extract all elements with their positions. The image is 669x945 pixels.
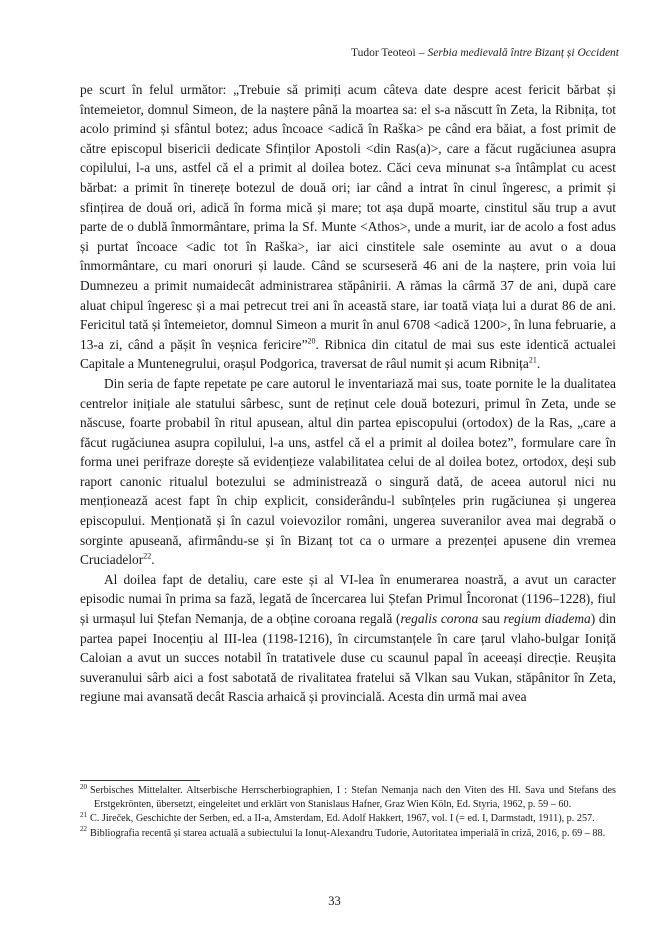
italic-term: regalis corona bbox=[400, 611, 479, 627]
paragraph-text: sau bbox=[478, 611, 504, 627]
running-header bbox=[351, 47, 619, 59]
paragraph-text: Al doilea fapt de detaliu, care este și al VI-lea în enumerarea noastră, a avut un caracter episodic numai în prima sa fază, legată de încercarea lui Ștefan Primul Încoronat (1196–1228), fiul și urmașul lui Ștefan Nemanja, de a obține coroana regală ( bbox=[80, 571, 616, 627]
paragraph-text: Din seria de fapte repetate pe care autorul le inventariază mai sus, toate pornite le la dualitatea centrelor inițiale ale statului sârbesc, sunt de reținut cele două botezuri, primul în Zeta, unde se născuse, foarte probabil în ritul apusean, altul din partea episcopului (ortodox) de la Ras, „care a făcut rugăciunea asupra copilului, l-a uns, astfel că el a primit al doilea botez”, formulare care în forma unei perifraze dorește să evidențieze valabilitatea celui de al doilea botez, ortodox, deși sub raport canonic ritualul botezului se administrează o singură dată, de aceea autorul nici nu menționează acest fapt în chip explicit, considerându-l subînțeles prin rugăciunea și ungerea episcopului. Menționată și în cazul voievozilor români, ungerea suveranilor avea mai degrabă o sorginte apuseană, afirmându-se și în Bizanț tot ca o urmare a prezenței apusene din vremea Cruciadelor bbox=[80, 375, 616, 568]
footnote-number: 21 bbox=[80, 810, 87, 819]
footnote-number: 20 bbox=[80, 782, 87, 791]
footnote-22 bbox=[80, 827, 616, 841]
page-number: 33 bbox=[328, 894, 341, 908]
paragraph-text: . bbox=[536, 356, 541, 372]
footnote-21 bbox=[80, 812, 616, 826]
footnote-text: Serbisches Mittelalter. Altserbische Herrscherbiographien, I : Stefan Nemanja nach den Viten des Hl. Sava und Stefans des Erstgekrönten, übersetzt, eingeleitet und erklärt von Stanislaus Hafner, Graz Wien Köln, Ed. Styria, 1962, p. 59 – 60. bbox=[90, 785, 616, 810]
header-author: Tudor Teoteoi bbox=[351, 47, 416, 59]
header-separator: – bbox=[418, 47, 425, 59]
italic-term: regium diadema bbox=[503, 611, 591, 627]
paragraph-text: ) din partea papei Inocențiu al III-lea (1198-1216), în circumstanțele în care țarul vlaho-bulgar Ioniță Caloian a avut un succes notabil în tratativele duse cu scaunul papal în aceeași direcție. Reușita suveranului sârb aici a fost sabotată de rivalitatea fratelui să Vlkan sau Vukan, stăpânitor în Zeta, regiune mai avansată decât Rascia arhaică și provincială. Acesta din urmă mai avea bbox=[80, 611, 616, 705]
paragraph-text: . Ribnica din citatul de mai sus este identică actualei Capitale a Muntenegrului, orașul Podgorica, traversat de râul numit și acum Ribnița bbox=[80, 336, 616, 372]
footnote-ref-21[interactable]: 21 bbox=[528, 355, 537, 365]
footnote-text: Bibliografia recentă și starea actuală a subiectului la Ionuț-Alexandru Tudorie, Autoritatea imperială în criză, 2016, p. 69 – 88. bbox=[90, 827, 606, 839]
paragraph-3 bbox=[80, 570, 616, 707]
footnote-text: C. Jireček, Geschichte der Serben, ed. a II-a, Amsterdam, Ed. Adolf Hakkert, 1967, vol. I (= ed. I, Darmstadt, 1911), p. 257. bbox=[90, 813, 595, 825]
paragraph-2 bbox=[80, 374, 616, 570]
paragraph-text: pe scurt în felul următor: „Trebuie să primiți acum câteva date despre acest fericit bărbat și întemeietor, domnul Simeon, de la naștere până la moartea sa: el s-a născutt în Zeta, la Ribnița, tot acolo primind și sfântul botez; adus încoace <adică în Raška> pe când era băiat, a fost primit de către episcopul bisericii dedicate Sfinților Apostoli <din Ras(a)>, care a făcut rugăciunea asupra copilului, l-a uns, astfel că el a primit al doilea botez. Căci ceva minunat s-a întâmplat cu acest bărbat: a primit în tinerețe botezul de două ori; iar când a intrat în cinul îngeresc, a primit și sfințirea de două ori, adică în forma mică și mare; tot așa după moarte, cinstitul său trup a avut parte de o dublă înmormântare, prima la Sf. Munte <Athos>, unde a murit, iar de acolo a fost adus și purtat încoace <adic tot în Raška>, iar aici cinstitele sale oseminte au avut o a doua înmormântare, cu mari onoruri și laude. Când se scurseseră 46 ani de la naștere, prin voia lui Dumnezeu a primit numaidecât administrarea stăpânirii. A rămas la cârmă 37 de ani, după care aluat chipul îngeresc și a mai petrecut trei ani în această stare, iar toată viața lui a durat 86 de ani. Fericitul tată și întemeietor, domnul Simeon a murit în anul 6708 <adică 1200>, în luna februarie, a 13-a zi, când a pășit în veșnica fericire” bbox=[80, 82, 616, 352]
footnote-divider bbox=[80, 780, 200, 781]
footnote-ref-22[interactable]: 22 bbox=[143, 551, 152, 561]
paragraph-1 bbox=[80, 80, 616, 374]
footnote-number: 22 bbox=[80, 825, 87, 834]
footnotes bbox=[80, 784, 616, 841]
paragraph-text: . bbox=[151, 552, 155, 568]
footnote-ref-20[interactable]: 20 bbox=[307, 336, 316, 346]
main-text bbox=[80, 80, 616, 707]
header-book-title: Serbia medievală între Bizanț și Occident bbox=[427, 47, 619, 59]
footnote-20 bbox=[80, 784, 616, 811]
